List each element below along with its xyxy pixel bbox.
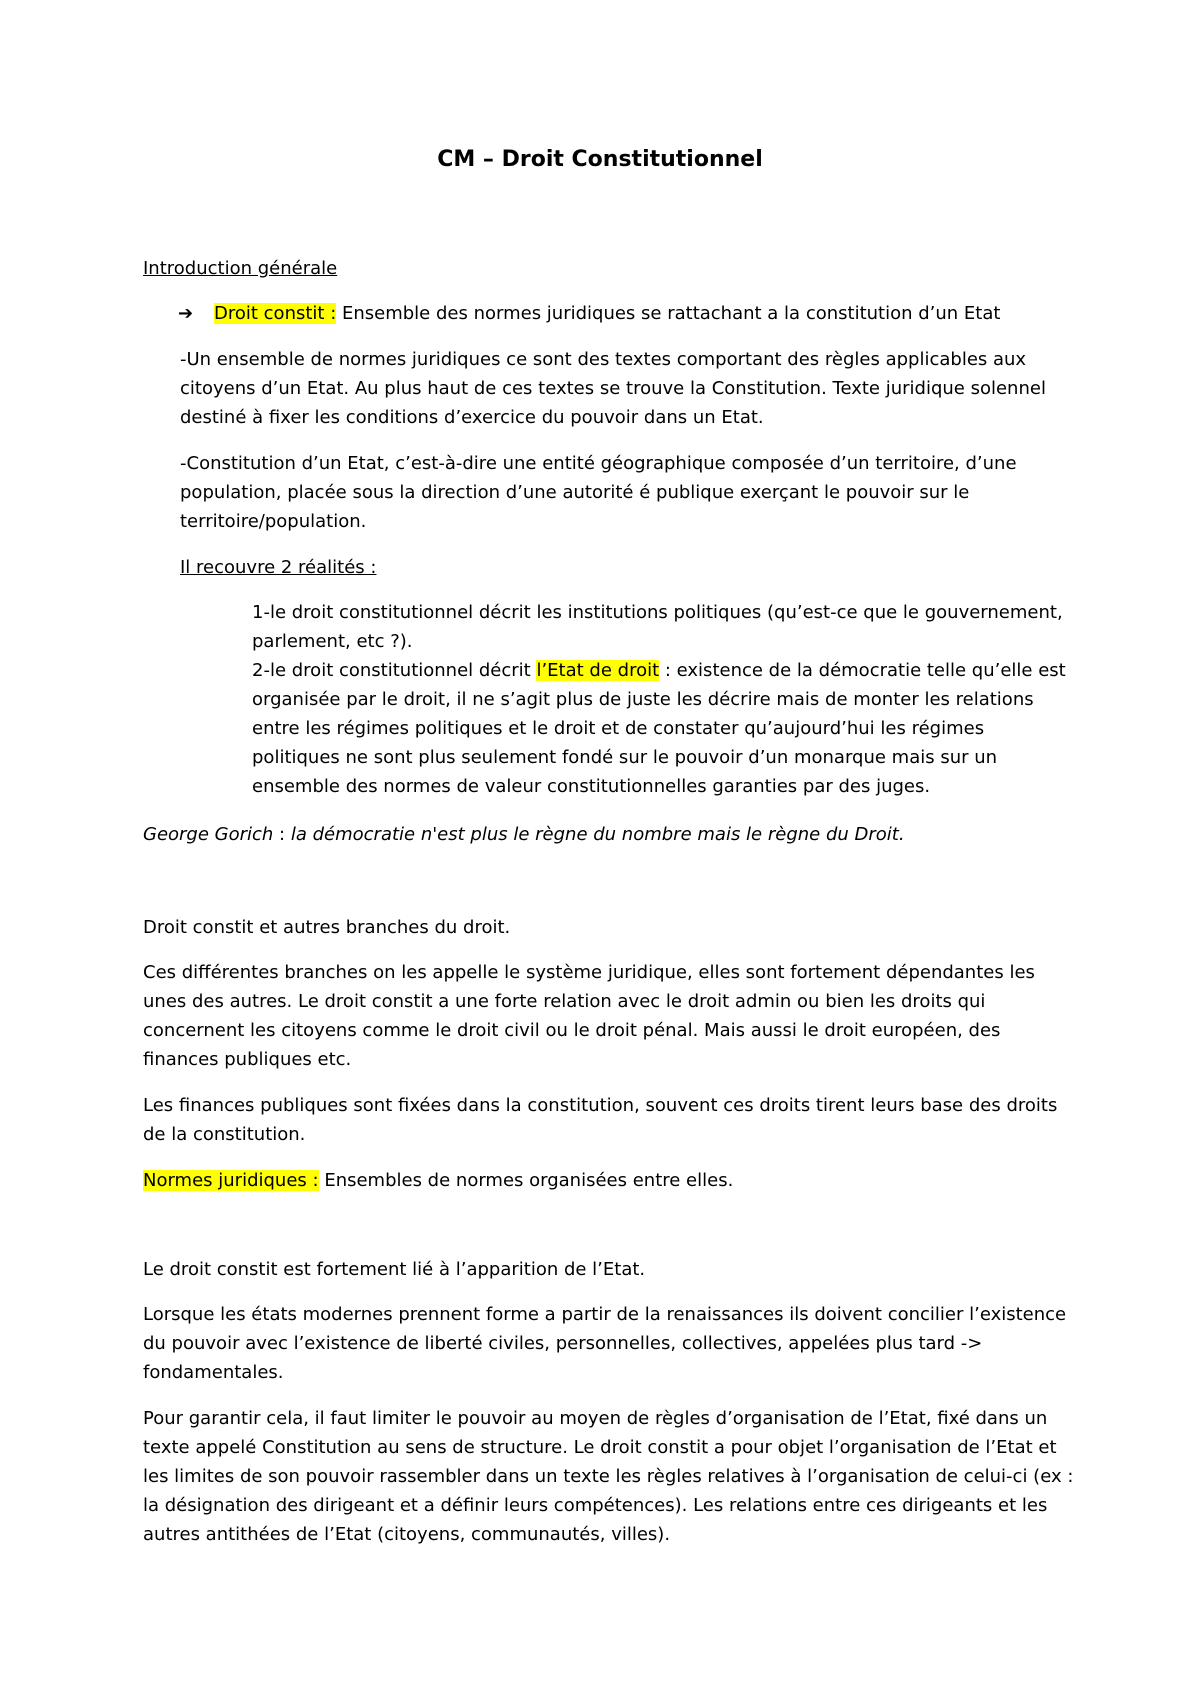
- section-heading-branches: Droit constit et autres branches du droit.: [143, 917, 511, 938]
- text-line: territoire/population.: [180, 511, 367, 532]
- paragraph-branches: [143, 958, 1035, 1074]
- quote-text: la démocratie n'est plus le règne du nombre mais le règne du Droit.: [290, 824, 905, 845]
- text-line: finances publiques etc.: [143, 1049, 352, 1070]
- paragraph-finances: [143, 1091, 1057, 1149]
- definition-text: Ensemble des normes juridiques se rattachant a la constitution d’un Etat: [336, 303, 1001, 324]
- text-line: destiné à fixer les conditions d’exercice du pouvoir dans un Etat.: [180, 407, 764, 428]
- section-heading-etat: Le droit constit est fortement lié à l’apparition de l’Etat.: [143, 1259, 646, 1280]
- text-line: concernent les citoyens comme le droit civil ou le droit pénal. Mais aussi le droit européen, des: [143, 1020, 1001, 1041]
- paragraph-etats-modernes: [143, 1300, 1066, 1387]
- text-line: Les finances publiques sont fixées dans la constitution, souvent ces droits tirent leurs base des droits: [143, 1095, 1058, 1116]
- definition-line: [178, 299, 1000, 328]
- text-line: ensemble des normes de valeur constitutionnelles garanties par des juges.: [252, 776, 931, 797]
- text-line: organisée par le droit, il ne s’agit plus de juste les décrire mais de monter les relations: [252, 689, 1034, 710]
- text-line: la désignation des dirigeant et a définir leurs compétences). Les relations entre ces dirigeants et les: [143, 1495, 1048, 1516]
- paragraph-normes: [180, 345, 1046, 432]
- realite2-highlight: l’Etat de droit: [536, 660, 660, 681]
- text-line: [252, 656, 1066, 685]
- text-line: autres antithées de l’Etat (citoyens, communautés, villes).: [143, 1524, 671, 1545]
- text-line: de la constitution.: [143, 1124, 306, 1145]
- quote-separator: :: [273, 824, 291, 845]
- text-line: entre les régimes politiques et le droit et de constater qu’aujourd’hui les régimes: [252, 718, 985, 739]
- definition-term: Droit constit :: [214, 303, 337, 324]
- text-line: Lorsque les états modernes prennent forme a partir de la renaissances ils doivent concilier l’existence: [143, 1304, 1067, 1325]
- document-title: CM – Droit Constitutionnel: [437, 147, 763, 172]
- text-line: -Un ensemble de normes juridiques ce sont des textes comportant des règles applicables aux: [180, 349, 1027, 370]
- paragraph-constitution: [180, 449, 1017, 536]
- realite2-suffix: : existence de la démocratie telle qu’elle est: [659, 660, 1066, 681]
- text-line: Ces différentes branches on les appelle le système juridique, elles sont fortement dépendantes les: [143, 962, 1035, 983]
- text-line: population, placée sous la direction d’une autorité é publique exerçant le pouvoir sur le: [180, 482, 970, 503]
- text-line: fondamentales.: [143, 1362, 284, 1383]
- text-line: citoyens d’un Etat. Au plus haut de ces textes se trouve la Constitution. Texte juridique solennel: [180, 378, 1046, 399]
- realites-heading: Il recouvre 2 réalités :: [180, 557, 377, 578]
- text-line: texte appelé Constitution au sens de structure. Le droit constit a pour objet l’organisation de l’Etat et: [143, 1437, 1057, 1458]
- quote-line: [143, 820, 905, 849]
- text-line: Pour garantir cela, il faut limiter le pouvoir au moyen de règles d’organisation de l’Etat, fixé dans un: [143, 1408, 1048, 1429]
- text-line: parlement, etc ?).: [252, 631, 413, 652]
- right-arrow-icon: ➔: [178, 303, 194, 324]
- text-line: 1-le droit constitutionnel décrit les institutions politiques (qu’est-ce que le gouvernement,: [252, 602, 1063, 623]
- normes-term: Normes juridiques :: [143, 1170, 319, 1191]
- text-line: les limites de son pouvoir rassembler dans un texte les règles relatives à l’organisation de celui-ci (ex :: [143, 1466, 1074, 1487]
- normes-text: Ensembles de normes organisées entre elles.: [318, 1170, 734, 1191]
- paragraph-garantir: [143, 1404, 1073, 1549]
- realites-list: [252, 598, 1066, 801]
- text-line: -Constitution d’un Etat, c’est-à-dire une entité géographique composée d’un territoire, d’une: [180, 453, 1017, 474]
- quote-author: George Gorich: [143, 824, 274, 845]
- text-line: du pouvoir avec l’existence de liberté civiles, personnelles, collectives, appelées plus tard ->: [143, 1333, 983, 1354]
- intro-heading: Introduction générale: [143, 258, 338, 279]
- realite2-prefix: 2-le droit constitutionnel décrit: [252, 660, 537, 681]
- text-line: unes des autres. Le droit constit a une forte relation avec le droit admin ou bien les droits qui: [143, 991, 986, 1012]
- text-line: politiques ne sont plus seulement fondé sur le pouvoir d’un monarque mais sur un: [252, 747, 998, 768]
- normes-definition: [143, 1166, 733, 1195]
